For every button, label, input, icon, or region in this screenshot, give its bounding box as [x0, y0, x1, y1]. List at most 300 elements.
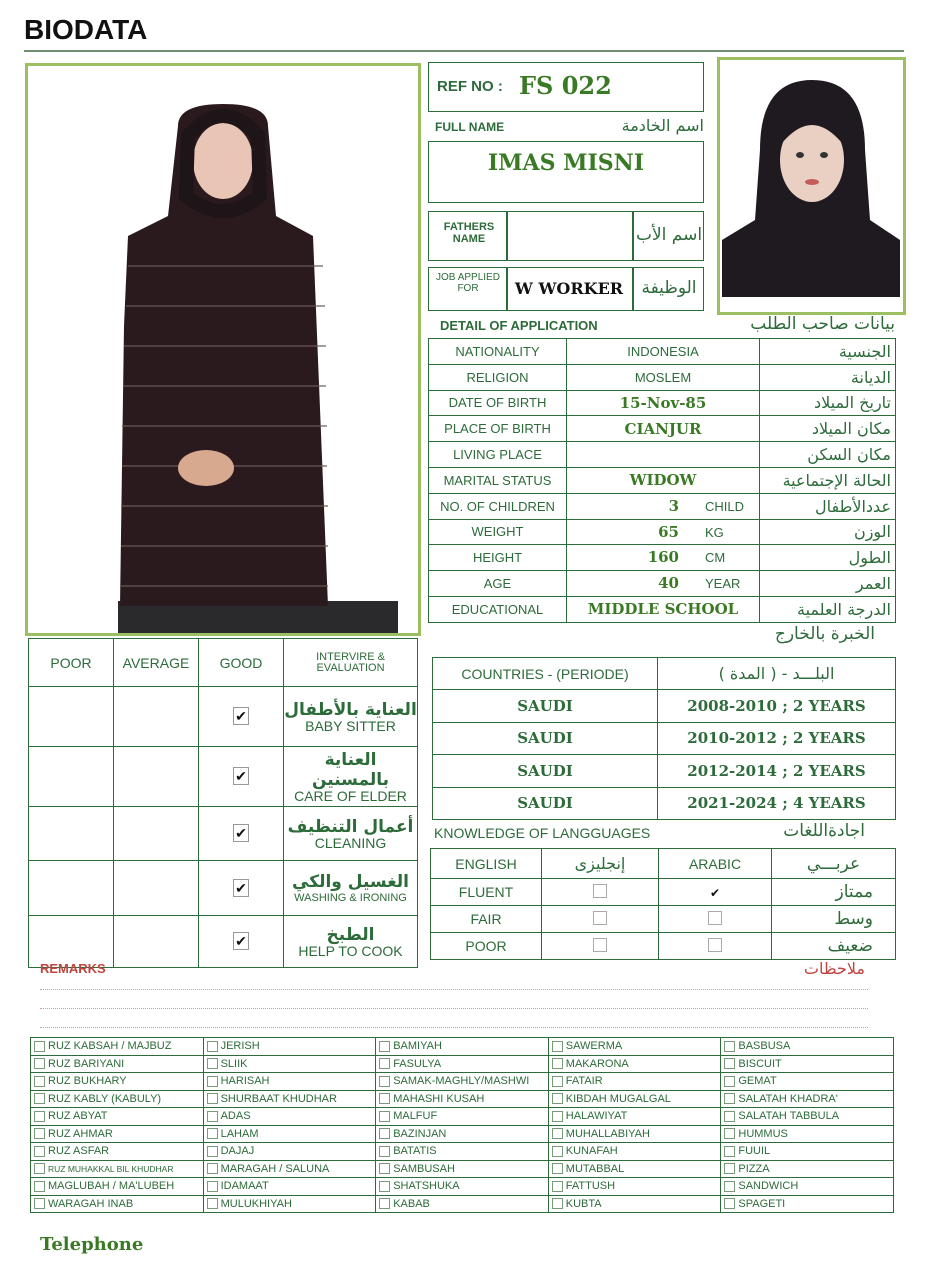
detail-label-ar: الديانة: [760, 364, 896, 390]
skill-row: [29, 916, 418, 968]
food-checkbox[interactable]: [379, 1111, 390, 1122]
food-label: HUMMUS: [738, 1127, 788, 1140]
food-checkbox[interactable]: [207, 1058, 218, 1069]
skill-average-cell[interactable]: [114, 807, 199, 861]
skill-row: [29, 807, 418, 861]
food-checkbox[interactable]: [207, 1181, 218, 1192]
food-item[interactable]: [31, 1178, 204, 1196]
food-label: RUZ KABSAH / MAJBUZ: [48, 1040, 172, 1053]
food-checkbox[interactable]: [552, 1111, 563, 1122]
food-checkbox[interactable]: [34, 1146, 45, 1157]
food-label: HARISAH: [220, 1075, 270, 1088]
checkbox[interactable]: [708, 911, 722, 925]
food-row: [31, 1125, 894, 1143]
food-item[interactable]: [721, 1143, 894, 1161]
experience-row: [433, 755, 896, 788]
full-name-box: [428, 141, 704, 203]
food-label: ADAS: [220, 1110, 251, 1123]
food-row: [31, 1073, 894, 1091]
detail-value-cell: [567, 364, 760, 390]
food-item[interactable]: [721, 1160, 894, 1178]
food-item[interactable]: [376, 1143, 549, 1161]
food-checkbox[interactable]: [724, 1058, 735, 1069]
skill-good-cell[interactable]: [199, 807, 284, 861]
food-item[interactable]: [548, 1160, 721, 1178]
food-label: FASULYA: [393, 1057, 442, 1070]
food-label: SPAGETI: [738, 1197, 786, 1210]
detail-label: LIVING PLACE: [429, 442, 567, 468]
food-checkbox[interactable]: [207, 1111, 218, 1122]
detail-label-ar: بيانات صاحب الطلب: [750, 314, 895, 334]
food-label: KUBTA: [565, 1197, 602, 1210]
food-checkbox[interactable]: [724, 1093, 735, 1104]
food-checkbox[interactable]: [552, 1058, 563, 1069]
skill-average-cell[interactable]: [114, 861, 199, 916]
food-label: BAZINJAN: [393, 1127, 447, 1140]
food-checkbox[interactable]: [552, 1163, 563, 1174]
food-item[interactable]: [721, 1125, 894, 1143]
food-label: RUZ MUHAKKAL BIL KHUDHAR: [48, 1163, 174, 1174]
person-figure-image: [28, 66, 418, 633]
experience-period: 2008-2010 ; 2 YEARS: [658, 690, 896, 723]
skills-average-header: AVERAGE: [114, 639, 199, 687]
detail-row: [429, 416, 896, 442]
food-item[interactable]: [203, 1125, 376, 1143]
detail-label-ar: الدرجة العلمية: [760, 596, 896, 622]
food-checkbox[interactable]: [34, 1111, 45, 1122]
detail-unit: CHILD: [705, 498, 745, 514]
food-label: IDAMAAT: [220, 1180, 269, 1193]
language-level-row: [431, 906, 896, 933]
food-label: BAMIYAH: [393, 1040, 442, 1053]
food-item[interactable]: [376, 1125, 549, 1143]
food-item[interactable]: [203, 1178, 376, 1196]
detail-value-cell: [567, 467, 760, 493]
arabic-level-checkbox-cell[interactable]: [659, 879, 772, 906]
detail-value-cell: [567, 596, 760, 622]
checkbox[interactable]: [593, 938, 607, 952]
food-label: BATATIS: [393, 1145, 437, 1158]
food-label: RUZ BUKHARY: [48, 1075, 127, 1088]
skill-poor-cell[interactable]: [29, 807, 114, 861]
languages-table: [430, 848, 896, 960]
food-item[interactable]: [548, 1195, 721, 1213]
food-item[interactable]: [203, 1195, 376, 1213]
food-label: RUZ AHMAR: [48, 1127, 113, 1140]
food-label: RUZ KABLY (KABULY): [48, 1092, 162, 1105]
skill-average-cell[interactable]: [114, 687, 199, 747]
food-checkbox[interactable]: [552, 1198, 563, 1209]
food-label: LAHAM: [220, 1127, 259, 1140]
checkbox[interactable]: [593, 911, 607, 925]
food-item[interactable]: [31, 1195, 204, 1213]
job-value: W WORKER: [514, 279, 624, 298]
food-label: KUNAFAH: [565, 1145, 618, 1158]
food-label: RUZ ABYAT: [48, 1110, 108, 1123]
food-checkbox[interactable]: [552, 1146, 563, 1157]
fathers-name-box: [428, 211, 704, 261]
skill-poor-cell[interactable]: [29, 687, 114, 747]
arabic-level-checkbox-cell[interactable]: [659, 933, 772, 960]
detail-label: AGE: [429, 571, 567, 597]
food-checkbox[interactable]: [379, 1128, 390, 1139]
food-checkbox[interactable]: [34, 1128, 45, 1139]
skill-good-cell[interactable]: [199, 861, 284, 916]
english-level-checkbox-cell[interactable]: [542, 933, 659, 960]
food-label: MARAGAH / SALUNA: [220, 1162, 330, 1175]
food-item[interactable]: [31, 1073, 204, 1091]
food-label: MULUKHIYAH: [220, 1197, 292, 1210]
food-checkbox[interactable]: [207, 1163, 218, 1174]
skill-eval-cell: [284, 687, 418, 747]
food-item[interactable]: [721, 1055, 894, 1073]
food-item[interactable]: [376, 1073, 549, 1091]
food-checkbox[interactable]: [207, 1198, 218, 1209]
portrait-photo: [717, 57, 906, 315]
skill-average-cell[interactable]: [114, 916, 199, 968]
food-item[interactable]: [376, 1090, 549, 1108]
page-title: BIODATA: [24, 14, 148, 45]
food-item[interactable]: [376, 1195, 549, 1213]
food-checkbox[interactable]: [207, 1041, 218, 1052]
food-checkbox[interactable]: [379, 1198, 390, 1209]
food-checkbox[interactable]: [724, 1128, 735, 1139]
food-checkbox[interactable]: [34, 1041, 45, 1052]
food-checkbox[interactable]: [34, 1181, 45, 1192]
ref-value: FS 022: [519, 71, 612, 100]
detail-label: NATIONALITY: [429, 339, 567, 365]
food-checkbox[interactable]: [207, 1146, 218, 1157]
detail-value-cell: [567, 339, 760, 365]
skill-poor-cell[interactable]: [29, 747, 114, 807]
detail-label-ar: الوزن: [760, 519, 896, 545]
food-row: [31, 1055, 894, 1073]
detail-value: MIDDLE SCHOOL: [587, 600, 739, 619]
detail-value-cell: [567, 545, 760, 571]
food-row: [31, 1160, 894, 1178]
food-item[interactable]: [548, 1038, 721, 1056]
skill-label: CLEANING: [314, 835, 387, 851]
detail-unit: CM: [705, 550, 726, 566]
experience-table: [432, 657, 896, 820]
food-checkbox[interactable]: [34, 1198, 45, 1209]
english-level-checkbox-cell[interactable]: [542, 879, 659, 906]
detail-label-ar: مكان السكن: [760, 442, 896, 468]
food-label: MAGLUBAH / MA'LUBEH: [48, 1180, 175, 1193]
food-checkbox[interactable]: [379, 1093, 390, 1104]
full-name-label: FULL NAME: [435, 120, 505, 134]
experience-period: 2012-2014 ; 2 YEARS: [658, 755, 896, 788]
food-item[interactable]: [548, 1143, 721, 1161]
food-checkbox[interactable]: [724, 1041, 735, 1052]
skill-label-ar: العناية بالمسنين: [311, 750, 390, 790]
languages-label-ar: اجادةاللغات: [783, 821, 865, 841]
food-label: WARAGAH INAB: [48, 1197, 134, 1210]
fathers-name-divider2: [632, 212, 634, 260]
food-item[interactable]: [31, 1125, 204, 1143]
detail-value: 40: [658, 574, 679, 593]
food-checkbox[interactable]: [724, 1181, 735, 1192]
food-checkbox[interactable]: [724, 1076, 735, 1087]
skill-label: CARE OF ELDER: [294, 788, 407, 804]
skills-poor-header: POOR: [29, 639, 114, 687]
detail-label-ar: مكان الميلاد: [760, 416, 896, 442]
full-name-value: IMAS MISNI: [487, 150, 645, 176]
detail-value: MOSLEM: [634, 369, 692, 385]
experience-country: SAUDI: [433, 755, 658, 788]
lang-arabic-ar: عربـــي: [772, 849, 896, 879]
skill-eval-cell: [284, 807, 418, 861]
english-level-checkbox-cell[interactable]: [542, 906, 659, 933]
checkbox[interactable]: [708, 938, 722, 952]
food-row: [31, 1108, 894, 1126]
food-checkbox[interactable]: [724, 1111, 735, 1122]
full-body-photo: [25, 63, 421, 636]
food-table: [30, 1037, 894, 1213]
food-label: MAKARONA: [565, 1057, 629, 1070]
detail-label-ar: الحالة الإجتماعية: [760, 467, 896, 493]
food-checkbox[interactable]: [379, 1058, 390, 1069]
food-label: DAJAJ: [220, 1145, 255, 1158]
food-item[interactable]: [721, 1195, 894, 1213]
skill-row: [29, 687, 418, 747]
experience-col1-header: COUNTRIES - (PERIODE): [433, 658, 658, 690]
job-divider2: [632, 268, 634, 310]
food-checkbox[interactable]: [379, 1146, 390, 1157]
food-label: SAMBUSAH: [393, 1162, 455, 1175]
food-checkbox[interactable]: [552, 1041, 563, 1052]
food-label: KABAB: [393, 1197, 430, 1210]
food-item[interactable]: [721, 1178, 894, 1196]
food-checkbox[interactable]: [379, 1163, 390, 1174]
detail-label: DETAIL OF APPLICATION: [440, 318, 598, 333]
food-label: SALATAH TABBULA: [738, 1110, 840, 1123]
food-item[interactable]: [203, 1038, 376, 1056]
detail-label-ar: العمر: [760, 571, 896, 597]
ref-label: REF NO :: [437, 78, 503, 95]
food-label: PIZZA: [738, 1162, 770, 1175]
food-label: SALATAH KHADRA': [738, 1092, 838, 1105]
detail-label-ar: الجنسية: [760, 339, 896, 365]
detail-row: [429, 339, 896, 365]
food-label: SHURBAAT KHUDHAR: [220, 1092, 337, 1105]
experience-row: [433, 787, 896, 820]
detail-value: CIANJUR: [624, 419, 702, 438]
food-label: KIBDAH MUGALGAL: [565, 1092, 671, 1105]
job-label: JOB APPLIED FOR: [436, 272, 500, 294]
skills-table: [28, 638, 418, 968]
skill-good-cell[interactable]: [199, 687, 284, 747]
food-label: SAMAK-MAGHLY/MASHWI: [393, 1075, 530, 1088]
detail-row: [429, 571, 896, 597]
skills-good-header: GOOD: [199, 639, 284, 687]
food-item[interactable]: [548, 1073, 721, 1091]
skill-label: BABY SITTER: [305, 718, 396, 734]
food-item[interactable]: [376, 1038, 549, 1056]
details-table: [428, 338, 896, 623]
check-icon: ✔: [235, 879, 247, 896]
detail-label: EDUCATIONAL: [429, 596, 567, 622]
arabic-level-checkbox-cell[interactable]: [659, 906, 772, 933]
food-item[interactable]: [721, 1038, 894, 1056]
food-label: MUTABBAL: [565, 1162, 625, 1175]
detail-value: 65: [658, 522, 679, 541]
checkbox[interactable]: ✔: [709, 885, 721, 900]
check-icon: ✔: [235, 768, 247, 784]
language-level-row: [431, 933, 896, 960]
food-label: MUHALLABIYAH: [565, 1127, 650, 1140]
skill-row: [29, 747, 418, 807]
food-checkbox[interactable]: [207, 1076, 218, 1087]
skill-good-cell[interactable]: [199, 916, 284, 968]
job-divider1: [506, 268, 508, 310]
food-item[interactable]: [376, 1178, 549, 1196]
food-item[interactable]: [548, 1178, 721, 1196]
remarks-label-ar: ملاحظات: [803, 959, 865, 978]
detail-value: INDONESIA: [627, 343, 699, 359]
detail-label-ar: تاريخ الميلاد: [760, 390, 896, 416]
food-item[interactable]: [203, 1073, 376, 1091]
food-checkbox[interactable]: [34, 1093, 45, 1104]
language-level-row: [431, 879, 896, 906]
detail-row: [429, 545, 896, 571]
fathers-name-label: FATHERS NAME: [443, 221, 495, 245]
food-item[interactable]: [721, 1073, 894, 1091]
detail-label: WEIGHT: [429, 519, 567, 545]
experience-country: SAUDI: [433, 787, 658, 820]
food-item[interactable]: [203, 1090, 376, 1108]
food-checkbox[interactable]: [379, 1076, 390, 1087]
remarks-label: REMARKS: [40, 961, 106, 976]
skills-eval-header: INTERVIRE & EVALUATION: [284, 639, 418, 687]
job-box: [428, 267, 704, 311]
skill-average-cell[interactable]: [114, 747, 199, 807]
food-checkbox[interactable]: [552, 1181, 563, 1192]
food-checkbox[interactable]: [552, 1128, 563, 1139]
detail-unit: YEAR: [705, 576, 741, 592]
food-item[interactable]: [721, 1108, 894, 1126]
food-item[interactable]: [203, 1143, 376, 1161]
check-icon: ✔: [235, 825, 247, 841]
food-checkbox[interactable]: [724, 1146, 735, 1157]
detail-value-cell: [567, 493, 760, 519]
food-item[interactable]: [548, 1108, 721, 1126]
food-row: [31, 1178, 894, 1196]
food-item[interactable]: [548, 1125, 721, 1143]
header-divider: [24, 50, 904, 52]
food-item[interactable]: [203, 1108, 376, 1126]
remarks-line-2: [40, 1008, 868, 1009]
detail-label: HEIGHT: [429, 545, 567, 571]
detail-value-cell: [567, 416, 760, 442]
food-checkbox[interactable]: [724, 1198, 735, 1209]
lang-english-ar: إنجليزى: [542, 849, 659, 879]
job-label-ar: الوظيفة: [641, 278, 697, 298]
food-item[interactable]: [548, 1055, 721, 1073]
food-checkbox[interactable]: [379, 1181, 390, 1192]
detail-row: [429, 364, 896, 390]
food-item[interactable]: [31, 1038, 204, 1056]
detail-value-cell: [567, 442, 760, 468]
portrait-image: [720, 60, 903, 312]
detail-label-ar: عددالأطفال: [760, 493, 896, 519]
food-item[interactable]: [376, 1055, 549, 1073]
food-row: [31, 1143, 894, 1161]
food-item[interactable]: [31, 1108, 204, 1126]
detail-value: 15-Nov-85: [619, 393, 707, 412]
food-item[interactable]: [376, 1108, 549, 1126]
food-checkbox[interactable]: [207, 1093, 218, 1104]
food-label: SHATSHUKA: [393, 1180, 460, 1193]
experience-country: SAUDI: [433, 722, 658, 755]
food-item[interactable]: [31, 1090, 204, 1108]
food-checkbox[interactable]: [552, 1093, 563, 1104]
food-checkbox[interactable]: [207, 1128, 218, 1139]
remarks-line-1: [40, 989, 868, 990]
food-checkbox[interactable]: [724, 1163, 735, 1174]
language-level-label-ar: ممتاز: [772, 879, 896, 906]
food-label: SAWERMA: [565, 1040, 623, 1053]
food-item[interactable]: [31, 1143, 204, 1161]
skill-good-cell[interactable]: [199, 747, 284, 807]
detail-value-cell: [567, 571, 760, 597]
food-label: MALFUF: [393, 1110, 438, 1123]
food-item[interactable]: [376, 1160, 549, 1178]
skill-label: HELP TO COOK: [298, 943, 403, 959]
check-icon: ✔: [235, 708, 247, 724]
food-checkbox[interactable]: [34, 1076, 45, 1087]
detail-row: [429, 467, 896, 493]
detail-value: 3: [668, 496, 679, 515]
food-label: BISCUIT: [738, 1057, 782, 1070]
skill-label: WASHING & IRONING: [294, 891, 407, 904]
experience-row: [433, 690, 896, 723]
skill-poor-cell[interactable]: [29, 861, 114, 916]
food-label: HALAWIYAT: [565, 1110, 628, 1123]
detail-label: DATE OF BIRTH: [429, 390, 567, 416]
detail-label-ar: الطول: [760, 545, 896, 571]
food-item[interactable]: [31, 1160, 204, 1178]
food-item[interactable]: [203, 1055, 376, 1073]
detail-unit: KG: [705, 524, 724, 540]
food-item[interactable]: [203, 1160, 376, 1178]
food-label: FATAIR: [565, 1075, 603, 1088]
food-checkbox[interactable]: [34, 1058, 45, 1069]
food-row: [31, 1090, 894, 1108]
skill-row: [29, 861, 418, 916]
food-checkbox[interactable]: [552, 1076, 563, 1087]
skill-poor-cell[interactable]: [29, 916, 114, 968]
fathers-name-label-ar: اسم الأب: [635, 225, 703, 245]
food-row: [31, 1195, 894, 1213]
food-label: FUUIL: [738, 1145, 771, 1158]
skill-label-ar: أعمال التنظيف: [287, 817, 414, 837]
food-checkbox[interactable]: [379, 1041, 390, 1052]
food-item[interactable]: [31, 1055, 204, 1073]
skill-label-ar: الغسيل والكي: [292, 871, 409, 892]
fathers-name-divider1: [506, 212, 508, 260]
food-checkbox[interactable]: [34, 1163, 45, 1174]
food-label: JERISH: [220, 1040, 260, 1053]
detail-row: [429, 390, 896, 416]
food-label: MAHASHI KUSAH: [393, 1092, 485, 1105]
checkbox[interactable]: [593, 884, 607, 898]
experience-col2-header: البلـــد - ( المدة ): [658, 658, 896, 690]
food-item[interactable]: [548, 1090, 721, 1108]
skill-eval-cell: [284, 861, 418, 916]
food-item[interactable]: [721, 1090, 894, 1108]
detail-value: 160: [647, 548, 679, 567]
